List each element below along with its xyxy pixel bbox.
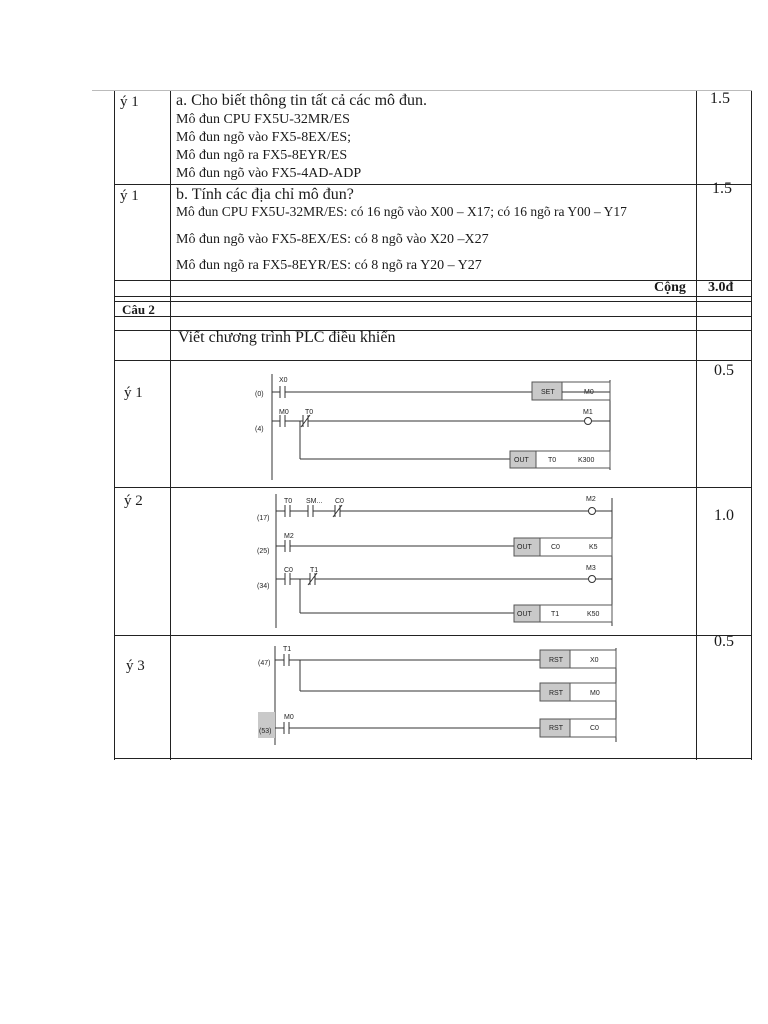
contact-label: C0 — [335, 498, 344, 505]
instruction-label: RST — [549, 690, 563, 697]
step-number: (17) — [257, 515, 270, 522]
answer-line: Mô đun ngõ vào FX5-4AD-ADP — [176, 166, 362, 181]
answer-line: Mô đun CPU FX5U-32MR/ES — [176, 112, 350, 127]
score-value: 1.0 — [714, 507, 734, 524]
constant-label: K300 — [578, 457, 595, 464]
operand-label: T1 — [551, 611, 560, 618]
instruction-label: RST — [549, 725, 563, 732]
row-label: ý 1 — [124, 385, 143, 401]
question-number: Câu 2 — [122, 302, 155, 317]
step-number: (47) — [258, 660, 271, 667]
row-label: ý 1 — [120, 188, 139, 204]
answer-line: Mô đun ngõ vào FX5-8EX/ES; — [176, 130, 351, 145]
row-label: ý 1 — [120, 94, 139, 110]
coil-label: M2 — [586, 496, 596, 503]
step-number: (4) — [255, 426, 264, 433]
contact-label: M2 — [284, 533, 294, 540]
step-number: (53) — [259, 728, 272, 735]
operand-label: M0 — [584, 389, 594, 396]
contact-label: SM... — [306, 498, 323, 505]
row-label: ý 3 — [126, 658, 145, 674]
contact-label: T1 — [283, 646, 292, 653]
instruction-label: OUT — [517, 544, 532, 551]
step-number: (25) — [257, 548, 270, 555]
coil-label: M3 — [586, 565, 596, 572]
question-heading: b. Tính các địa chỉ mô đun? — [176, 186, 354, 203]
instruction-label: OUT — [517, 611, 532, 618]
task-description: Viết chương trình PLC điều khiển — [178, 329, 396, 346]
contact-label: T0 — [284, 498, 293, 505]
answer-line: Mô đun ngõ ra FX5-8EYR/ES — [176, 148, 348, 163]
score-value: 1.5 — [712, 180, 732, 197]
instruction-label: OUT — [514, 457, 529, 464]
step-number: (0) — [255, 391, 264, 398]
question-heading: a. Cho biết thông tin tất cả các mô đun. — [176, 92, 428, 109]
instruction-label: RST — [549, 657, 563, 664]
coil-label: M1 — [583, 409, 593, 416]
contact-label: T1 — [310, 567, 319, 574]
score-value: 1.5 — [710, 90, 730, 107]
constant-label: K5 — [589, 544, 598, 551]
constant-label: K50 — [587, 611, 600, 618]
operand-label: C0 — [590, 725, 599, 732]
contact-label: C0 — [284, 567, 293, 574]
answer-line: Mô đun ngõ ra FX5-8EYR/ES: có 8 ngõ ra Y20 – Y27 — [176, 258, 482, 273]
total-score: 3.0đ — [708, 280, 734, 295]
answer-line: Mô đun ngõ vào FX5-8EX/ES: có 8 ngõ vào X20 –X27 — [176, 232, 489, 247]
row-label: ý 2 — [124, 493, 143, 509]
contact-label: X0 — [279, 377, 288, 384]
contact-label: M0 — [279, 409, 289, 416]
answer-line: Mô đun CPU FX5U-32MR/ES: có 16 ngõ vào X00 – X17; có 16 ngõ ra Y00 – Y17 — [176, 204, 627, 219]
operand-label: M0 — [590, 690, 600, 697]
operand-label: X0 — [590, 657, 599, 664]
score-value: 0.5 — [714, 633, 734, 650]
contact-label: M0 — [284, 714, 294, 721]
contact-label: T0 — [305, 409, 314, 416]
total-label: Cộng — [654, 280, 686, 295]
instruction-label: SET — [541, 389, 555, 396]
operand-label: T0 — [548, 457, 557, 464]
score-value: 0.5 — [714, 362, 734, 379]
step-number: (34) — [257, 583, 270, 590]
operand-label: C0 — [551, 544, 560, 551]
